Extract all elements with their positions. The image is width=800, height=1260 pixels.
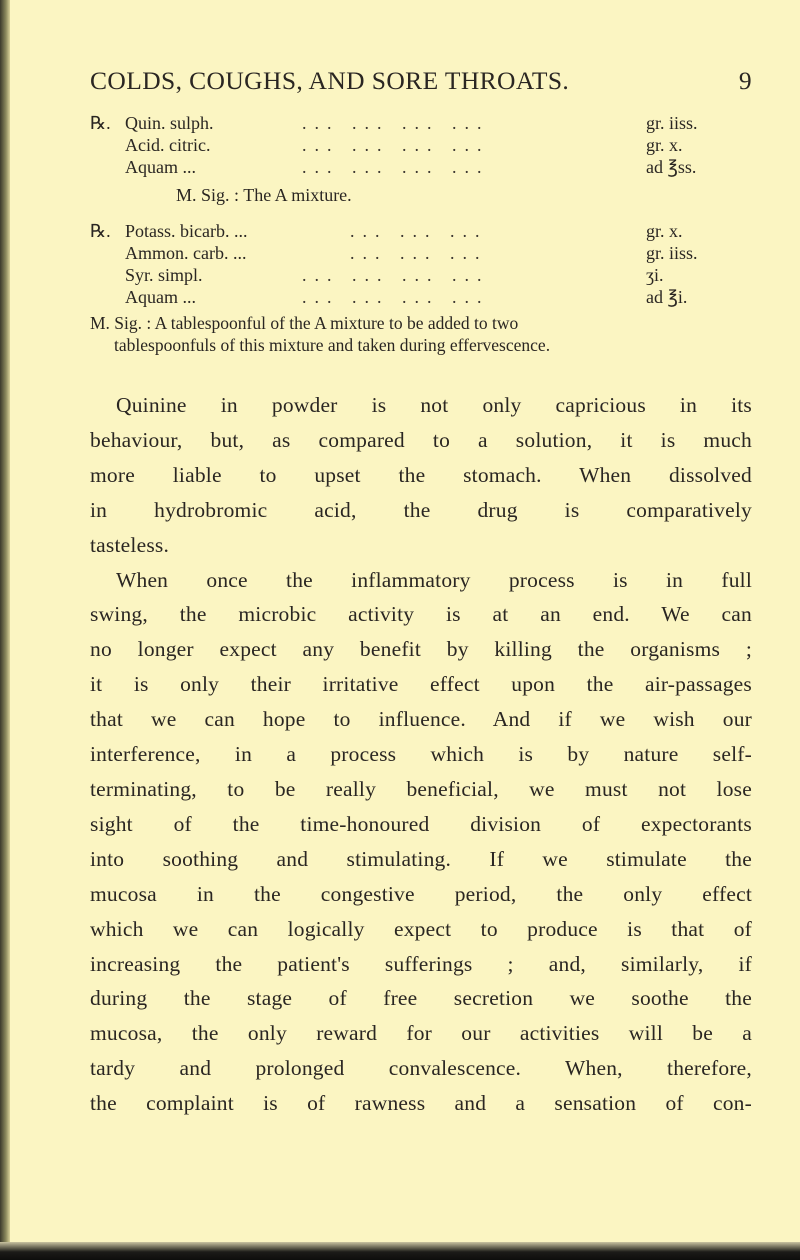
text-line: which we can logically expect to produce is that of <box>90 916 752 941</box>
paragraph <box>90 563 752 598</box>
leader-dots: ... ... ... ... <box>302 157 490 177</box>
recipe-symbol: ℞. <box>90 221 111 241</box>
text-line: into soothing and stimulating. If we stimulate the <box>90 846 752 871</box>
body-text <box>90 388 752 1121</box>
prescription-b <box>90 220 752 308</box>
text-line: in hydrobromic acid, the drug is comparatively <box>90 497 752 522</box>
leader-dots: ... ... ... <box>350 221 488 241</box>
prescription-row <box>90 286 752 308</box>
text-line: mucosa in the congestive period, the only effect <box>90 881 752 906</box>
leader-dots: ... ... ... ... <box>302 113 490 133</box>
text-line: behaviour, but, as compared to a solution, it is much <box>90 427 752 452</box>
leader-dots: ... ... ... <box>350 243 488 263</box>
prescription-a <box>90 112 752 206</box>
text-line: tardy and prolonged convalescence. When, therefore, <box>90 1056 752 1081</box>
page-number: 9 <box>738 66 752 95</box>
paragraph-continued <box>90 423 752 563</box>
prescription-row <box>90 264 752 286</box>
ingredient-dose: ad ℥i. <box>646 287 688 307</box>
ingredient-dose: ad ℥ss. <box>646 157 697 177</box>
text-line: Quinine in powder is not only capricious in its <box>116 393 752 417</box>
running-title: COLDS, COUGHS, AND SORE THROATS. <box>90 66 570 95</box>
prescription-row <box>90 112 752 134</box>
prescription-row <box>90 134 752 156</box>
text-line: swing, the microbic activity is at an end. We can <box>90 602 752 627</box>
ingredient-name: Syr. simpl. <box>125 265 203 285</box>
prescription-row <box>90 220 752 242</box>
leader-dots: ... ... ... ... <box>302 287 490 307</box>
ingredient-dose: gr. x. <box>646 221 683 241</box>
text-line: more liable to upset the stomach. When dissolved <box>90 462 752 487</box>
prescription-row <box>90 156 752 178</box>
ingredient-name: Potass. bicarb. ... <box>125 221 248 241</box>
text-line: that we can hope to influence. And if we wish our <box>90 707 752 732</box>
text-line: it is only their irritative effect upon the air-passages <box>90 672 752 697</box>
signa-line: tablespoonfuls of this mixture and taken during effervescence. <box>114 335 551 355</box>
paragraph-continued <box>90 597 752 1121</box>
text-line: sight of the time-honoured division of expectorants <box>90 811 752 836</box>
text-line: increasing the patient's sufferings ; and, similarly, if <box>90 951 752 976</box>
page-bottom-edge <box>0 1242 800 1260</box>
text-line: during the stage of free secretion we soothe the <box>90 986 752 1011</box>
recipe-symbol: ℞. <box>90 113 111 133</box>
text-line: When once the inflammatory process is in full <box>116 567 752 592</box>
text-line: mucosa, the only reward for our activities will be a <box>90 1021 752 1046</box>
ingredient-dose: gr. x. <box>646 135 683 155</box>
text-line: tasteless. <box>90 532 170 557</box>
leader-dots: ... ... ... ... <box>302 265 490 285</box>
book-spine-shadow <box>0 0 10 1260</box>
ingredient-name: Ammon. carb. ... <box>125 243 247 263</box>
signa-note <box>90 312 752 356</box>
signa-row <box>90 184 752 206</box>
prescription-row <box>90 242 752 264</box>
ingredient-dose: ʒi. <box>646 265 664 285</box>
paragraph <box>90 388 752 423</box>
ingredient-name: Aquam ... <box>125 157 196 177</box>
signa-line: M. Sig. : A tablespoonful of the A mixture to be added to two <box>90 313 519 333</box>
ingredient-name: Aquam ... <box>125 287 196 307</box>
text-line: terminating, to be really beneficial, we must not lose <box>90 776 752 801</box>
ingredient-dose: gr. iiss. <box>646 243 698 263</box>
text-line: no longer expect any benefit by killing the organisms ; <box>90 637 752 662</box>
ingredient-name: Acid. citric. <box>125 135 211 155</box>
leader-dots: ... ... ... ... <box>302 135 490 155</box>
ingredient-name: Quin. sulph. <box>125 113 214 133</box>
text-line: interference, in a process which is by nature self- <box>90 742 752 767</box>
signa-text: M. Sig. : The A mixture. <box>176 185 352 205</box>
ingredient-dose: gr. iiss. <box>646 113 698 133</box>
text-line: the complaint is of rawness and a sensation of con- <box>90 1091 752 1116</box>
